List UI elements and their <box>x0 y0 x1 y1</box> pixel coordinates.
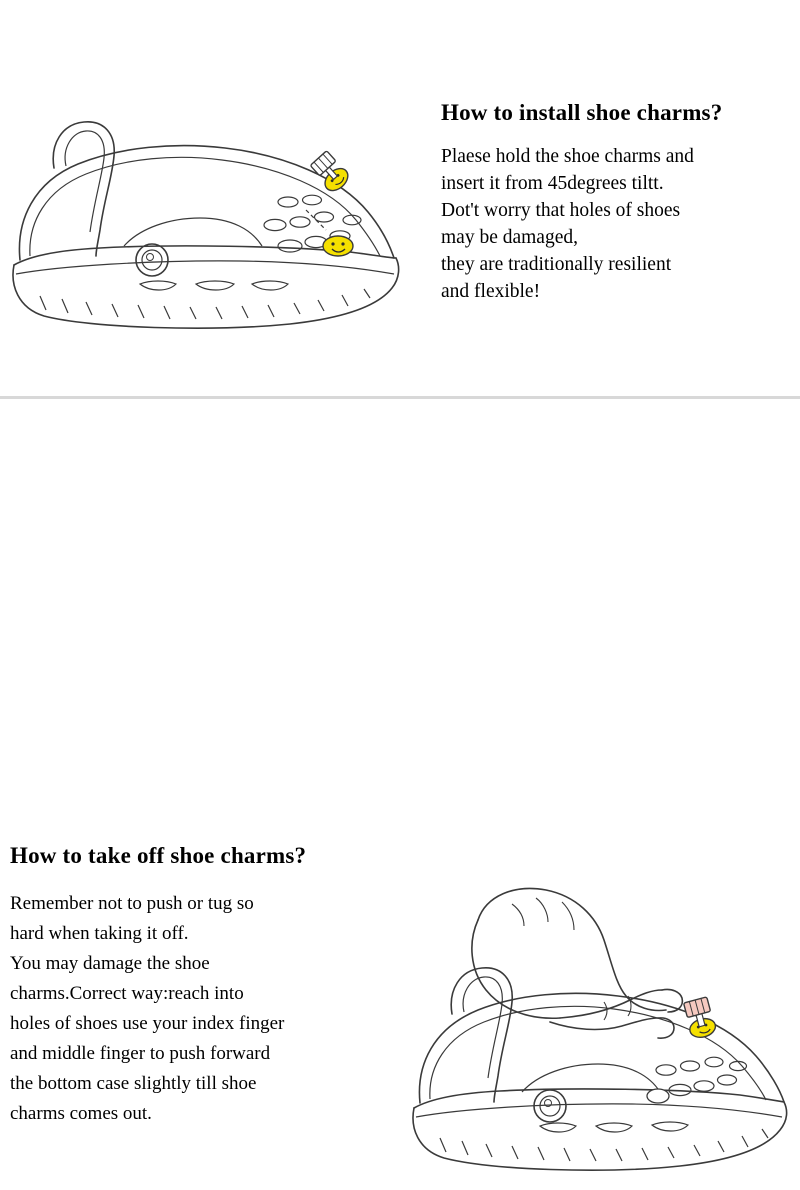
remove-line-7: the bottom case slightly till shoe <box>10 1073 257 1094</box>
remove-line-6: and middle finger to push forward <box>10 1043 271 1064</box>
remove-line-1: Remember not to push or tug so <box>10 893 254 914</box>
remove-line-4: charms.Correct way:reach into <box>10 983 244 1004</box>
install-heading: How to install shoe charms? <box>441 100 723 125</box>
install-line-1: Plaese hold the shoe charms and <box>441 146 694 167</box>
install-line-2: insert it from 45degrees tiltt. <box>441 173 664 194</box>
section-install <box>0 0 800 396</box>
clog-shoe-with-charm-insert-illustration <box>0 60 430 360</box>
install-line-4: may be damaged, <box>441 227 578 248</box>
clog-shoe-with-hand-removing-charm-illustration <box>390 860 800 1190</box>
remove-heading: How to take off shoe charms? <box>10 843 307 868</box>
remove-text-block <box>10 843 390 1129</box>
section-divider <box>0 396 800 399</box>
section-remove <box>0 400 800 1124</box>
install-line-3: Dot't worry that holes of shoes <box>441 200 681 221</box>
install-text-block <box>441 100 791 305</box>
remove-line-5: holes of shoes use your index finger <box>10 1013 285 1034</box>
install-line-5: they are traditionally resilient <box>441 254 672 275</box>
remove-line-2: hard when taking it off. <box>10 923 189 944</box>
install-line-6: and flexible! <box>441 281 541 302</box>
remove-line-8: charms comes out. <box>10 1103 152 1124</box>
remove-line-3: You may damage the shoe <box>10 953 210 974</box>
